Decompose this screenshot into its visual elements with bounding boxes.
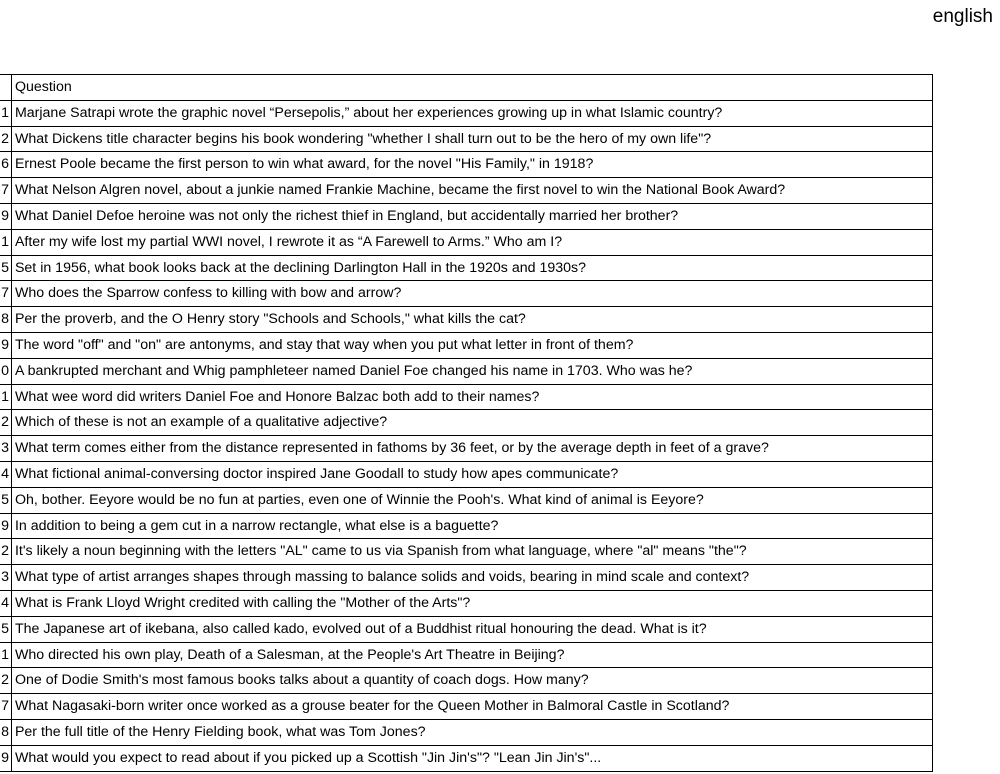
language-label[interactable]: english — [932, 6, 993, 27]
row-question: The word "off" and "on" are antonyms, and stay that way when you put what letter in front of them? — [11, 332, 932, 358]
table-body — [0, 100, 933, 771]
row-number: 2 — [0, 539, 11, 565]
row-number: 7 — [0, 281, 11, 307]
table-row[interactable] — [0, 616, 933, 642]
row-question: Set in 1956, what book looks back at the declining Darlington Hall in the 1920s and 1930s? — [11, 255, 932, 281]
table-row[interactable] — [0, 332, 933, 358]
row-number: 9 — [0, 745, 11, 771]
table-row[interactable] — [0, 436, 933, 462]
table-row[interactable] — [0, 745, 933, 771]
row-number: 1 — [0, 229, 11, 255]
table-row[interactable] — [0, 539, 933, 565]
row-number: 7 — [0, 694, 11, 720]
row-question: What Dickens title character begins his book wondering "whether I shall turn out to be the hero of my own life"? — [11, 126, 932, 152]
row-question: What would you expect to read about if you picked up a Scottish "Jin Jin's"? "Lean Jin Jin's"... — [11, 745, 932, 771]
row-number: 2 — [0, 126, 11, 152]
table-row[interactable] — [0, 513, 933, 539]
row-number: 9 — [0, 203, 11, 229]
row-question: A bankrupted merchant and Whig pamphleteer named Daniel Foe changed his name in 1703. Who was he? — [11, 358, 932, 384]
row-question: What fictional animal-conversing doctor inspired Jane Goodall to study how apes communicate? — [11, 461, 932, 487]
row-question: What Daniel Defoe heroine was not only the richest thief in England, but accidentally married her brother? — [11, 203, 932, 229]
row-question: What Nagasaki-born writer once worked as a grouse beater for the Queen Mother in Balmoral Castle in Scotland? — [11, 694, 932, 720]
table-row[interactable] — [0, 410, 933, 436]
row-number: 0 — [0, 358, 11, 384]
table-row[interactable] — [0, 178, 933, 204]
row-number: 3 — [0, 436, 11, 462]
row-question: Oh, bother. Eeyore would be no fun at parties, even one of Winnie the Pooh's. What kind of animal is Eeyore? — [11, 487, 932, 513]
table-row[interactable] — [0, 565, 933, 591]
row-number: 2 — [0, 668, 11, 694]
row-question: Per the full title of the Henry Fielding book, what was Tom Jones? — [11, 719, 932, 745]
row-question: Which of these is not an example of a qualitative adjective? — [11, 410, 932, 436]
row-number: 1 — [0, 642, 11, 668]
table-row[interactable] — [0, 203, 933, 229]
questions-table-container — [0, 74, 933, 774]
header-question: Question — [11, 75, 932, 101]
questions-table — [0, 74, 933, 772]
row-number: 8 — [0, 719, 11, 745]
row-number: 6 — [0, 152, 11, 178]
table-row[interactable] — [0, 229, 933, 255]
row-question: Ernest Poole became the first person to win what award, for the novel "His Family," in 1918? — [11, 152, 932, 178]
row-question: What Nelson Algren novel, about a junkie named Frankie Machine, became the first novel to win the National Book Award? — [11, 178, 932, 204]
row-number: 4 — [0, 590, 11, 616]
table-row[interactable] — [0, 281, 933, 307]
row-question: Marjane Satrapi wrote the graphic novel “Persepolis,” about her experiences growing up in what Islamic country? — [11, 100, 932, 126]
row-number: 2 — [0, 410, 11, 436]
row-question: What term comes either from the distance represented in fathoms by 36 feet, or by the average depth in feet of a grave? — [11, 436, 932, 462]
table-row[interactable] — [0, 694, 933, 720]
table-row[interactable] — [0, 668, 933, 694]
row-question: Who directed his own play, Death of a Salesman, at the People's Art Theatre in Beijing? — [11, 642, 932, 668]
row-question: Per the proverb, and the O Henry story "Schools and Schools," what kills the cat? — [11, 307, 932, 333]
row-number: 5 — [0, 616, 11, 642]
table-row[interactable] — [0, 255, 933, 281]
table-row[interactable] — [0, 307, 933, 333]
row-question: The Japanese art of ikebana, also called kado, evolved out of a Buddhist ritual honouring the dead. What is it? — [11, 616, 932, 642]
row-number: 8 — [0, 307, 11, 333]
table-row[interactable] — [0, 642, 933, 668]
row-number: 3 — [0, 565, 11, 591]
row-question: What is Frank Lloyd Wright credited with calling the "Mother of the Arts"? — [11, 590, 932, 616]
row-question: After my wife lost my partial WWI novel, I rewrote it as “A Farewell to Arms.” Who am I? — [11, 229, 932, 255]
table-row[interactable] — [0, 152, 933, 178]
row-question: In addition to being a gem cut in a narrow rectangle, what else is a baguette? — [11, 513, 932, 539]
row-question: What wee word did writers Daniel Foe and Honore Balzac both add to their names? — [11, 384, 932, 410]
table-row[interactable] — [0, 384, 933, 410]
row-question: What type of artist arranges shapes through massing to balance solids and voids, bearing in mind scale and context? — [11, 565, 932, 591]
table-row[interactable] — [0, 461, 933, 487]
table-header-row — [0, 75, 933, 101]
row-question: It's likely a noun beginning with the letters "AL" came to us via Spanish from what language, where "al" means "the"? — [11, 539, 932, 565]
table-row[interactable] — [0, 358, 933, 384]
row-number: 7 — [0, 178, 11, 204]
row-number: 9 — [0, 332, 11, 358]
row-number: 5 — [0, 255, 11, 281]
table-row[interactable] — [0, 487, 933, 513]
table-row[interactable] — [0, 590, 933, 616]
row-question: Who does the Sparrow confess to killing with bow and arrow? — [11, 281, 932, 307]
table-row[interactable] — [0, 126, 933, 152]
row-number: 5 — [0, 487, 11, 513]
row-number: 4 — [0, 461, 11, 487]
row-number: 9 — [0, 513, 11, 539]
row-question: One of Dodie Smith's most famous books talks about a quantity of coach dogs. How many? — [11, 668, 932, 694]
header-num — [0, 75, 11, 101]
row-number: 1 — [0, 384, 11, 410]
row-number: 1 — [0, 100, 11, 126]
table-row[interactable] — [0, 719, 933, 745]
table-row[interactable] — [0, 100, 933, 126]
